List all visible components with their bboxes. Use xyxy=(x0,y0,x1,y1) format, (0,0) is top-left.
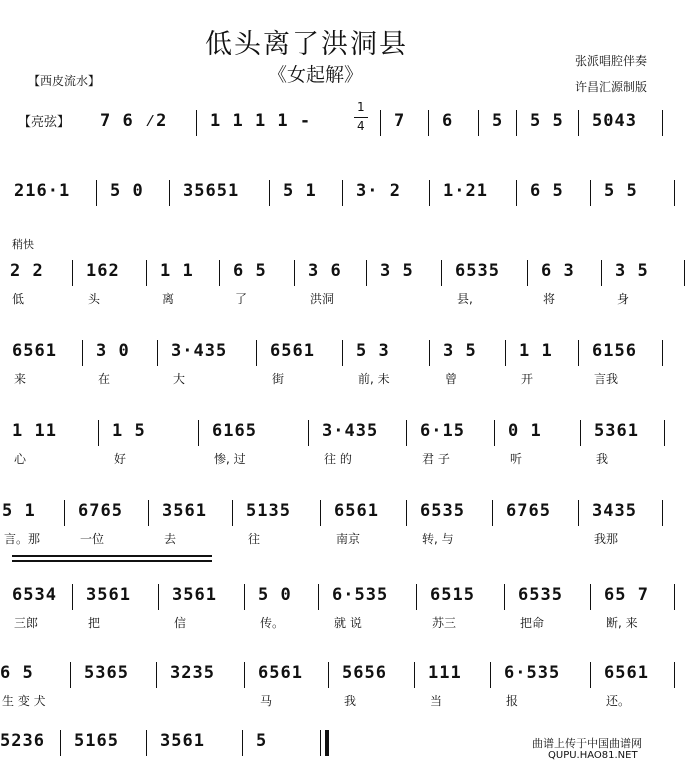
barline xyxy=(146,730,147,756)
score-row xyxy=(0,654,689,714)
barline xyxy=(429,340,430,366)
barline xyxy=(64,500,65,526)
measure-notes: 3561 xyxy=(162,501,207,521)
barline xyxy=(590,662,591,688)
barline xyxy=(590,180,591,206)
barline xyxy=(429,180,430,206)
measure-notes: 5 xyxy=(492,111,504,131)
footer-text: 曲谱上传于中国曲谱网 xyxy=(532,737,642,750)
lyric: 头 xyxy=(88,292,101,306)
final-barline-thin xyxy=(320,730,321,756)
lyric: 我 xyxy=(596,452,609,466)
barline xyxy=(342,180,343,206)
barline xyxy=(82,340,83,366)
measure-notes: 3·435 xyxy=(322,421,379,441)
lyric: 身 xyxy=(617,292,630,306)
measure-notes: 1 5 xyxy=(112,421,146,441)
lyric: 报 xyxy=(506,694,519,708)
barline xyxy=(72,260,73,286)
barline xyxy=(269,180,270,206)
lyric: 君 子 xyxy=(422,452,450,466)
barline xyxy=(516,180,517,206)
barline xyxy=(308,420,309,446)
measure-notes: 6535 xyxy=(420,501,465,521)
measure-notes: 6 5 xyxy=(0,663,34,683)
score-row xyxy=(0,412,689,472)
measure-notes: 2 2 xyxy=(10,261,44,281)
lyric: 低 xyxy=(12,292,25,306)
measure-notes: 6 xyxy=(442,111,454,131)
measure-notes: 6165 xyxy=(212,421,257,441)
measure-notes: 35651 xyxy=(183,181,240,201)
lyric: 将 xyxy=(543,292,556,306)
barline xyxy=(294,260,295,286)
lyric: 生 变 犬 xyxy=(2,694,46,708)
barline xyxy=(674,662,675,688)
barline xyxy=(578,110,579,136)
measure-notes: 6535 xyxy=(455,261,500,281)
lyric: 信 xyxy=(174,616,187,630)
lyric: 心 xyxy=(14,452,27,466)
barline xyxy=(674,180,675,206)
measure-notes: 3·435 xyxy=(171,341,228,361)
lyric: 来 xyxy=(14,372,27,386)
lyric: 了 xyxy=(235,292,248,306)
measure-notes: 6765 xyxy=(506,501,551,521)
measure-notes: 0 1 xyxy=(508,421,542,441)
barline xyxy=(662,500,663,526)
measure-notes: 3 0 xyxy=(96,341,130,361)
lyric: 苏三 xyxy=(432,616,457,630)
measure-notes: 3435 xyxy=(592,501,637,521)
barline xyxy=(578,340,579,366)
score-row xyxy=(0,332,689,392)
barline xyxy=(96,180,97,206)
barline xyxy=(441,260,442,286)
measure-notes: 5236 xyxy=(0,731,45,751)
lyric: 大 xyxy=(173,372,186,386)
footer-url: QUPU.HAO81.NET xyxy=(548,750,638,761)
measure-notes: 6534 xyxy=(12,585,57,605)
barline xyxy=(146,260,147,286)
measure-notes: 5 1 xyxy=(283,181,317,201)
measure-notes: 5165 xyxy=(74,731,119,751)
final-barline-thick xyxy=(325,730,329,756)
measure-notes: 111 xyxy=(428,663,462,683)
song-title: 低头离了洪洞县 xyxy=(205,29,408,60)
lyric: 县, xyxy=(457,292,473,306)
measure-notes: 6561 xyxy=(258,663,303,683)
prelude-label: 【亮弦】 xyxy=(18,115,71,130)
measure-notes: 5 0 xyxy=(258,585,292,605)
measure-notes: 5043 xyxy=(592,111,637,131)
lyric: 听 xyxy=(510,452,523,466)
measure-notes: 1 11 xyxy=(12,421,57,441)
barline xyxy=(601,260,602,286)
barline xyxy=(380,110,381,136)
score-row xyxy=(0,172,689,232)
measure-notes: 5135 xyxy=(246,501,291,521)
measure-notes: 6 5 xyxy=(530,181,564,201)
barline xyxy=(580,420,581,446)
lyric: 转, 与 xyxy=(422,532,454,546)
barline xyxy=(494,420,495,446)
lyric: 当 xyxy=(430,694,443,708)
credit-arranger: 张派唱腔伴奏 xyxy=(575,54,648,68)
lyric: 言。那 xyxy=(4,532,41,546)
score-row xyxy=(0,252,689,312)
time-signature-top: 1 xyxy=(357,100,365,114)
score-row xyxy=(0,492,689,552)
barline xyxy=(490,662,491,688)
barline xyxy=(328,662,329,688)
barline xyxy=(662,110,663,136)
barline xyxy=(478,110,479,136)
lyric: 往 xyxy=(248,532,261,546)
barline xyxy=(72,584,73,610)
measure-notes: 1 1 1 1 - xyxy=(210,111,312,131)
lyric: 往 的 xyxy=(324,452,352,466)
barline xyxy=(578,500,579,526)
barline xyxy=(256,340,257,366)
measure-notes: 216·1 xyxy=(14,181,71,201)
barline xyxy=(505,340,506,366)
measure-notes: 6156 xyxy=(592,341,637,361)
measure-notes: 1 1 xyxy=(519,341,553,361)
barline xyxy=(406,420,407,446)
lyric: 前, 未 xyxy=(358,372,390,386)
barline xyxy=(219,260,220,286)
score-row xyxy=(0,576,689,636)
barline xyxy=(157,340,158,366)
lyric: 好 xyxy=(114,452,127,466)
lyric: 离 xyxy=(162,292,175,306)
measure-notes: 5656 xyxy=(342,663,387,683)
measure-notes: 5361 xyxy=(594,421,639,441)
measure-notes: 6561 xyxy=(604,663,649,683)
barline xyxy=(504,584,505,610)
lyric: 把命 xyxy=(520,616,545,630)
measure-notes: 5 xyxy=(256,731,268,751)
barline xyxy=(414,662,415,688)
measure-notes: 5 5 xyxy=(530,111,564,131)
measure-notes: 6515 xyxy=(430,585,475,605)
barline xyxy=(244,584,245,610)
barline xyxy=(662,340,663,366)
score-row xyxy=(0,102,689,162)
lyric: 开 xyxy=(521,372,534,386)
measure-notes: 7 xyxy=(394,111,406,131)
lyric: 还。 xyxy=(606,694,631,708)
lyric: 南京 xyxy=(336,532,361,546)
measure-notes: 5 5 xyxy=(604,181,638,201)
barline xyxy=(156,662,157,688)
measure-notes: 162 xyxy=(86,261,120,281)
barline xyxy=(98,420,99,446)
measure-notes: 6 3 xyxy=(541,261,575,281)
measure-notes: 6·535 xyxy=(504,663,561,683)
tempo-mark: 稍快 xyxy=(12,238,34,251)
barline xyxy=(342,340,343,366)
barline xyxy=(428,110,429,136)
measure-notes: 5 3 xyxy=(356,341,390,361)
lyric: 传。 xyxy=(260,616,285,630)
credit-engraver: 许昌汇源制版 xyxy=(575,80,648,94)
measure-notes: 6 5 xyxy=(233,261,267,281)
measure-notes: 3· 2 xyxy=(356,181,401,201)
measure-notes: 3 5 xyxy=(615,261,649,281)
barline xyxy=(60,730,61,756)
measure-notes: 6561 xyxy=(12,341,57,361)
barline xyxy=(196,110,197,136)
lyric: 去 xyxy=(164,532,177,546)
measure-notes: 3561 xyxy=(86,585,131,605)
measure-notes: 6561 xyxy=(270,341,315,361)
barline xyxy=(169,180,170,206)
barline xyxy=(406,500,407,526)
barline xyxy=(492,500,493,526)
barline xyxy=(366,260,367,286)
measure-notes: 1 1 xyxy=(160,261,194,281)
measure-notes: 6·15 xyxy=(420,421,465,441)
measure-notes: 3561 xyxy=(160,731,205,751)
measure-notes: 5365 xyxy=(84,663,129,683)
measure-notes: 5 0 xyxy=(110,181,144,201)
lyric: 街 xyxy=(272,372,285,386)
barline xyxy=(416,584,417,610)
opera-subtitle: 《女起解》 xyxy=(268,64,364,86)
barline xyxy=(684,260,685,286)
barline xyxy=(148,500,149,526)
lyric: 我 xyxy=(344,694,357,708)
time-signature-bottom: 4 xyxy=(357,119,365,133)
measure-notes: 3 5 xyxy=(380,261,414,281)
measure-notes: 3 6 xyxy=(308,261,342,281)
measure-notes: 6535 xyxy=(518,585,563,605)
lyric: 把 xyxy=(88,616,101,630)
meter-label: 【西皮流水】 xyxy=(28,74,101,88)
underline-rule xyxy=(12,555,212,557)
barline xyxy=(232,500,233,526)
barline xyxy=(664,420,665,446)
measure-notes: 1·21 xyxy=(443,181,488,201)
barline xyxy=(70,662,71,688)
lyric: 洪洞 xyxy=(310,292,335,306)
measure-notes: 5 1 xyxy=(2,501,36,521)
barline xyxy=(318,584,319,610)
barline xyxy=(244,662,245,688)
barline xyxy=(527,260,528,286)
measure-notes: 3 5 xyxy=(443,341,477,361)
lyric: 曾 xyxy=(445,372,458,386)
measure-notes: 6·535 xyxy=(332,585,389,605)
barline xyxy=(320,500,321,526)
underline-rule xyxy=(12,560,212,562)
lyric: 三郎 xyxy=(14,616,39,630)
lyric: 言我 xyxy=(594,372,619,386)
barline xyxy=(516,110,517,136)
lyric: 在 xyxy=(98,372,111,386)
measure-notes: 7 6 ⁄2 xyxy=(100,111,168,131)
lyric: 惨, 过 xyxy=(214,452,246,466)
barline xyxy=(590,584,591,610)
measure-notes: 3561 xyxy=(172,585,217,605)
barline xyxy=(242,730,243,756)
lyric: 断, 来 xyxy=(606,616,638,630)
lyric: 一位 xyxy=(80,532,105,546)
lyric: 马 xyxy=(260,694,273,708)
measure-notes: 65 7 xyxy=(604,585,649,605)
measure-notes: 6765 xyxy=(78,501,123,521)
measure-notes: 6561 xyxy=(334,501,379,521)
barline xyxy=(674,584,675,610)
lyric: 我那 xyxy=(594,532,619,546)
measure-notes: 3235 xyxy=(170,663,215,683)
barline xyxy=(158,584,159,610)
barline xyxy=(198,420,199,446)
lyric: 就 说 xyxy=(334,616,362,630)
